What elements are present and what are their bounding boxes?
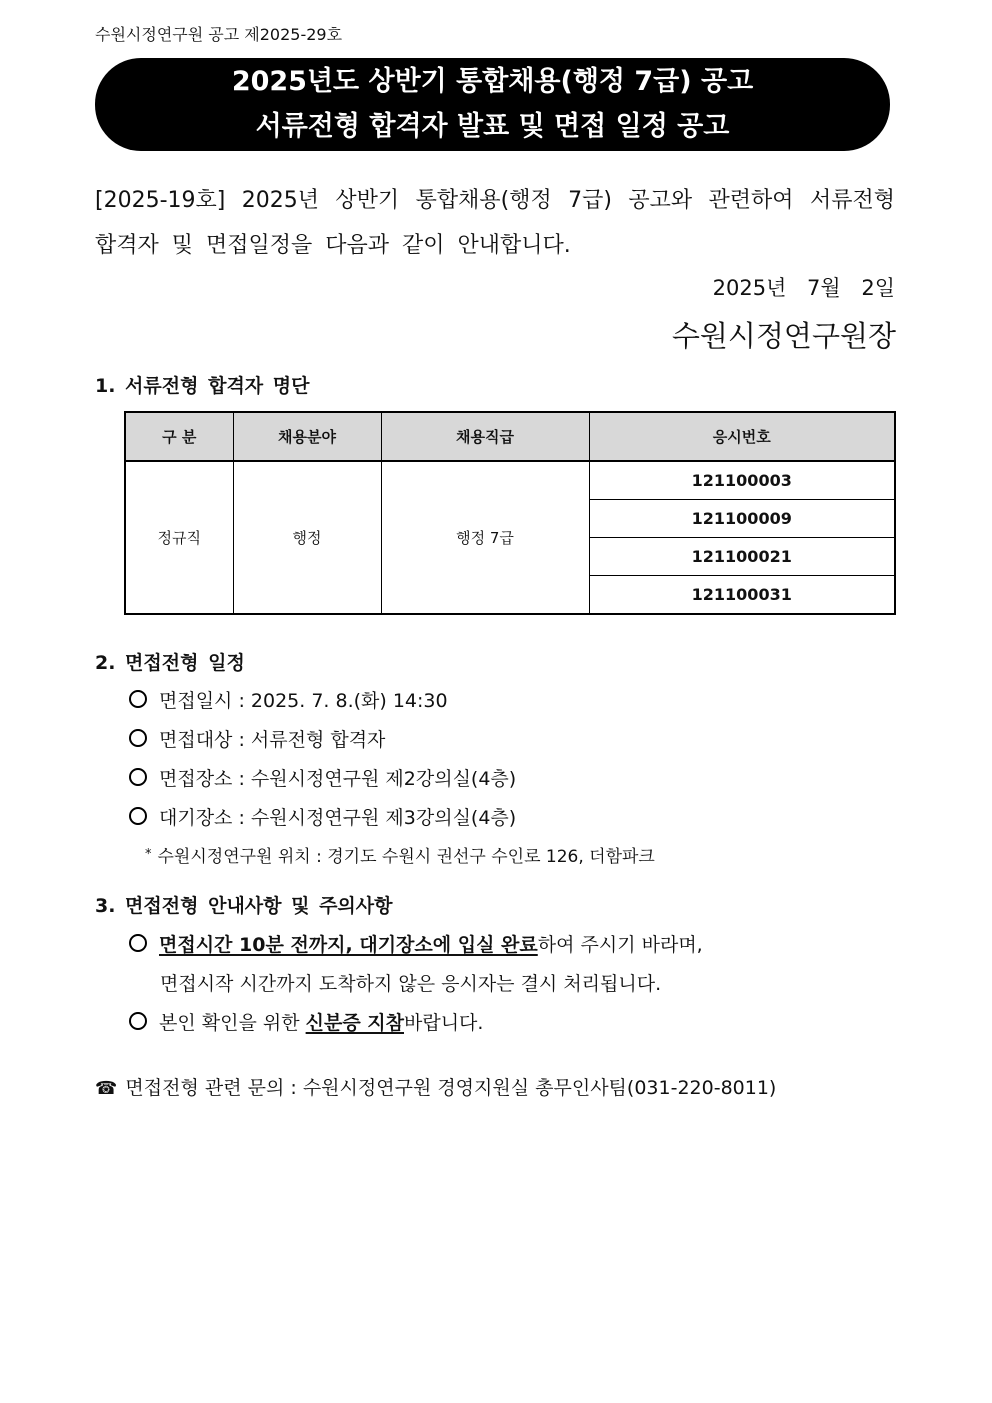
grade-cell: 행정 7급 — [381, 461, 589, 614]
intro-paragraph: [2025-19호] 2025년 상반기 통합채용(행정 7급) 공고와 관련하여 서류전형 합격자 및 면접일정을 다음과 같이 안내합니다. — [95, 188, 895, 258]
schedule-item: 대기장소 : 수원시정연구원 제3강의실(4층) — [129, 803, 516, 830]
table-header: 채용직급 — [381, 412, 589, 461]
circle-bullet-icon — [129, 729, 147, 747]
notice-number: 수원시정연구원 공고 제2025-29호 — [95, 25, 343, 44]
telephone-icon: ☎ — [95, 1078, 118, 1099]
notice-item-id: 본인 확인을 위한 신분증 지참바랍니다. — [129, 1008, 483, 1035]
section-2-heading: 2. 면접전형 일정 — [95, 652, 245, 674]
asterisk-icon: * — [145, 847, 152, 862]
applicant-number: 121100009 — [589, 500, 895, 538]
notice-item-arrival-cont: 면접시작 시간까지 도착하지 않은 응시자는 결시 처리됩니다. — [160, 973, 662, 995]
circle-bullet-icon — [129, 690, 147, 708]
applicant-number: 121100021 — [589, 538, 895, 576]
pass-list-table — [124, 411, 896, 615]
applicant-number: 121100031 — [589, 576, 895, 615]
signer: 수원시정연구원장 — [671, 319, 896, 353]
title-line-1: 2025년도 상반기 통합채용(행정 7급) 공고 — [231, 66, 754, 97]
notice-date: 2025년 7월 2일 — [712, 276, 895, 300]
emphasized-text: 면접시간 10분 전까지, 대기장소에 입실 완료 — [159, 934, 538, 956]
schedule-item: 면접일시 : 2025. 7. 8.(화) 14:30 — [129, 686, 448, 713]
circle-bullet-icon — [129, 1012, 147, 1030]
circle-bullet-icon — [129, 934, 147, 952]
table-header: 채용분야 — [233, 412, 381, 461]
title-banner — [95, 58, 890, 151]
emphasized-text: 신분증 지참 — [305, 1012, 404, 1034]
location-note: * 수원시정연구원 위치 : 경기도 수원시 권선구 수인로 126, 더함파크 — [145, 847, 655, 867]
schedule-item: 면접대상 : 서류전형 합격자 — [129, 725, 385, 752]
title-line-2: 서류전형 합격자 발표 및 면접 일정 공고 — [255, 111, 730, 142]
contact-line: ☎ 면접전형 관련 문의 : 수원시정연구원 경영지원실 총무인사팀(031-220-8011) — [95, 1077, 777, 1099]
table-header: 구 분 — [125, 412, 233, 461]
field-cell: 행정 — [233, 461, 381, 614]
table-header: 응시번호 — [589, 412, 895, 461]
schedule-item: 면접장소 : 수원시정연구원 제2강의실(4층) — [129, 764, 516, 791]
circle-bullet-icon — [129, 768, 147, 786]
applicant-number: 121100003 — [589, 461, 895, 500]
section-1-heading: 1. 서류전형 합격자 명단 — [95, 375, 310, 397]
circle-bullet-icon — [129, 807, 147, 825]
section-3-heading: 3. 면접전형 안내사항 및 주의사항 — [95, 895, 393, 917]
category-cell: 정규직 — [125, 461, 233, 614]
notice-item-arrival: 면접시간 10분 전까지, 대기장소에 입실 완료하여 주시기 바라며, — [129, 930, 703, 957]
